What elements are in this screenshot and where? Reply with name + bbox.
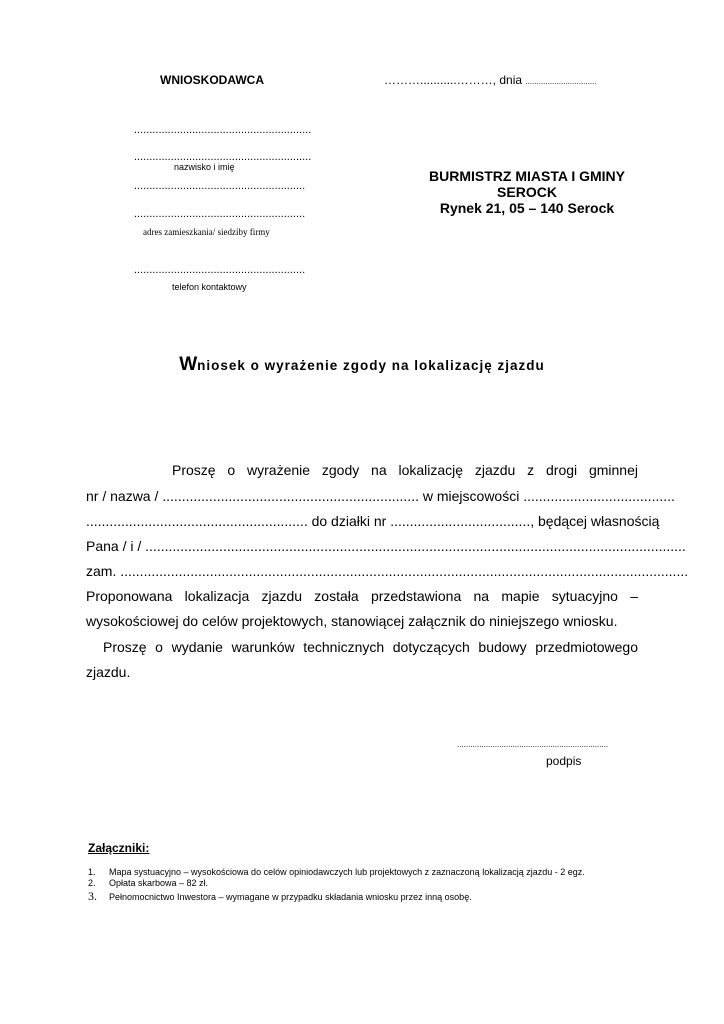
applicant-field-phone[interactable]: ........................................................ [134,264,306,276]
attachment-item-1 [88,867,585,877]
place-date-label: ………...........………, dnia [384,73,523,87]
title-text: niosek o wyrażenie zgody na lokalizację zjazdu [197,358,545,373]
applicant-field-address-1[interactable]: ........................................................ [134,180,306,192]
signature-label: podpis [546,754,582,768]
body-line-8: Proszę o wydanie warunków technicznych dotyczących budowy przedmiotowego [103,639,638,655]
addressee-block [412,168,642,216]
document-title [0,354,724,376]
attachment-number: 3. [88,889,97,903]
attachment-text: Pełnomocnictwo Inwestora – wymagane w przypadku składania wniosku przez inną osobę. [109,892,472,902]
applicant-field-1[interactable]: .......................................................... [134,124,312,136]
attachment-text: Opłata skarbowa – 82 zł. [109,878,209,888]
body-line-5[interactable]: zam. .................................................................................................................................................. [86,563,689,579]
body-line-3[interactable]: ......................................................... do działki nr ...................................., będącej własnością [86,513,660,529]
body-line-2[interactable]: nr / nazwa / .................................................................. w miejscowości ....................................... [86,488,675,504]
attachment-text: Mapa systuacyjno – wysokościowa do celów opiniodawczych lub projektowych z zaznaczoną lokalizacją zjazdu - 2 egz. [109,867,585,877]
addressee-line-1: BURMISTRZ MIASTA I GMINY [429,168,625,184]
phone-caption: telefon kontaktowy [172,282,247,292]
attachment-number: 2. [88,878,96,888]
date-dots: ................................ [525,77,597,86]
attachments-heading: Załączniki: [88,841,150,855]
addressee-line-3: Rynek 21, 05 – 140 Serock [439,200,615,216]
body-line-4[interactable]: Pana / i / ........................................................................................................................................... [86,538,686,554]
signature-line[interactable]: .................................................................... [457,740,609,749]
body-line-1: Proszę o wyrażenie zgody na lokalizację zjazdu z drogi gminnej [172,462,638,478]
attachment-item-2 [88,878,208,888]
applicant-field-name[interactable]: .......................................................... [134,151,312,163]
body-line-7: wysokościowej do celów projektowych, stanowiącej załącznik do niniejszego wniosku. [86,613,618,629]
addressee-line-2: SEROCK [497,184,557,200]
address-caption: adres zamieszkania/ siedziby firmy [143,227,270,237]
place-date-line[interactable] [384,73,597,87]
applicant-heading: WNIOSKODAWCA [160,73,264,87]
attachment-number: 1. [88,867,96,877]
applicant-field-address-2[interactable]: ........................................................ [134,208,306,220]
body-line-6: Proponowana lokalizacja zjazdu została przedstawiona na mapie sytuacyjno – [86,588,638,604]
title-initial: W [179,354,198,375]
attachment-item-3 [88,889,472,904]
body-line-9: zjazdu. [86,664,131,680]
name-caption: nazwisko i imię [174,162,235,172]
